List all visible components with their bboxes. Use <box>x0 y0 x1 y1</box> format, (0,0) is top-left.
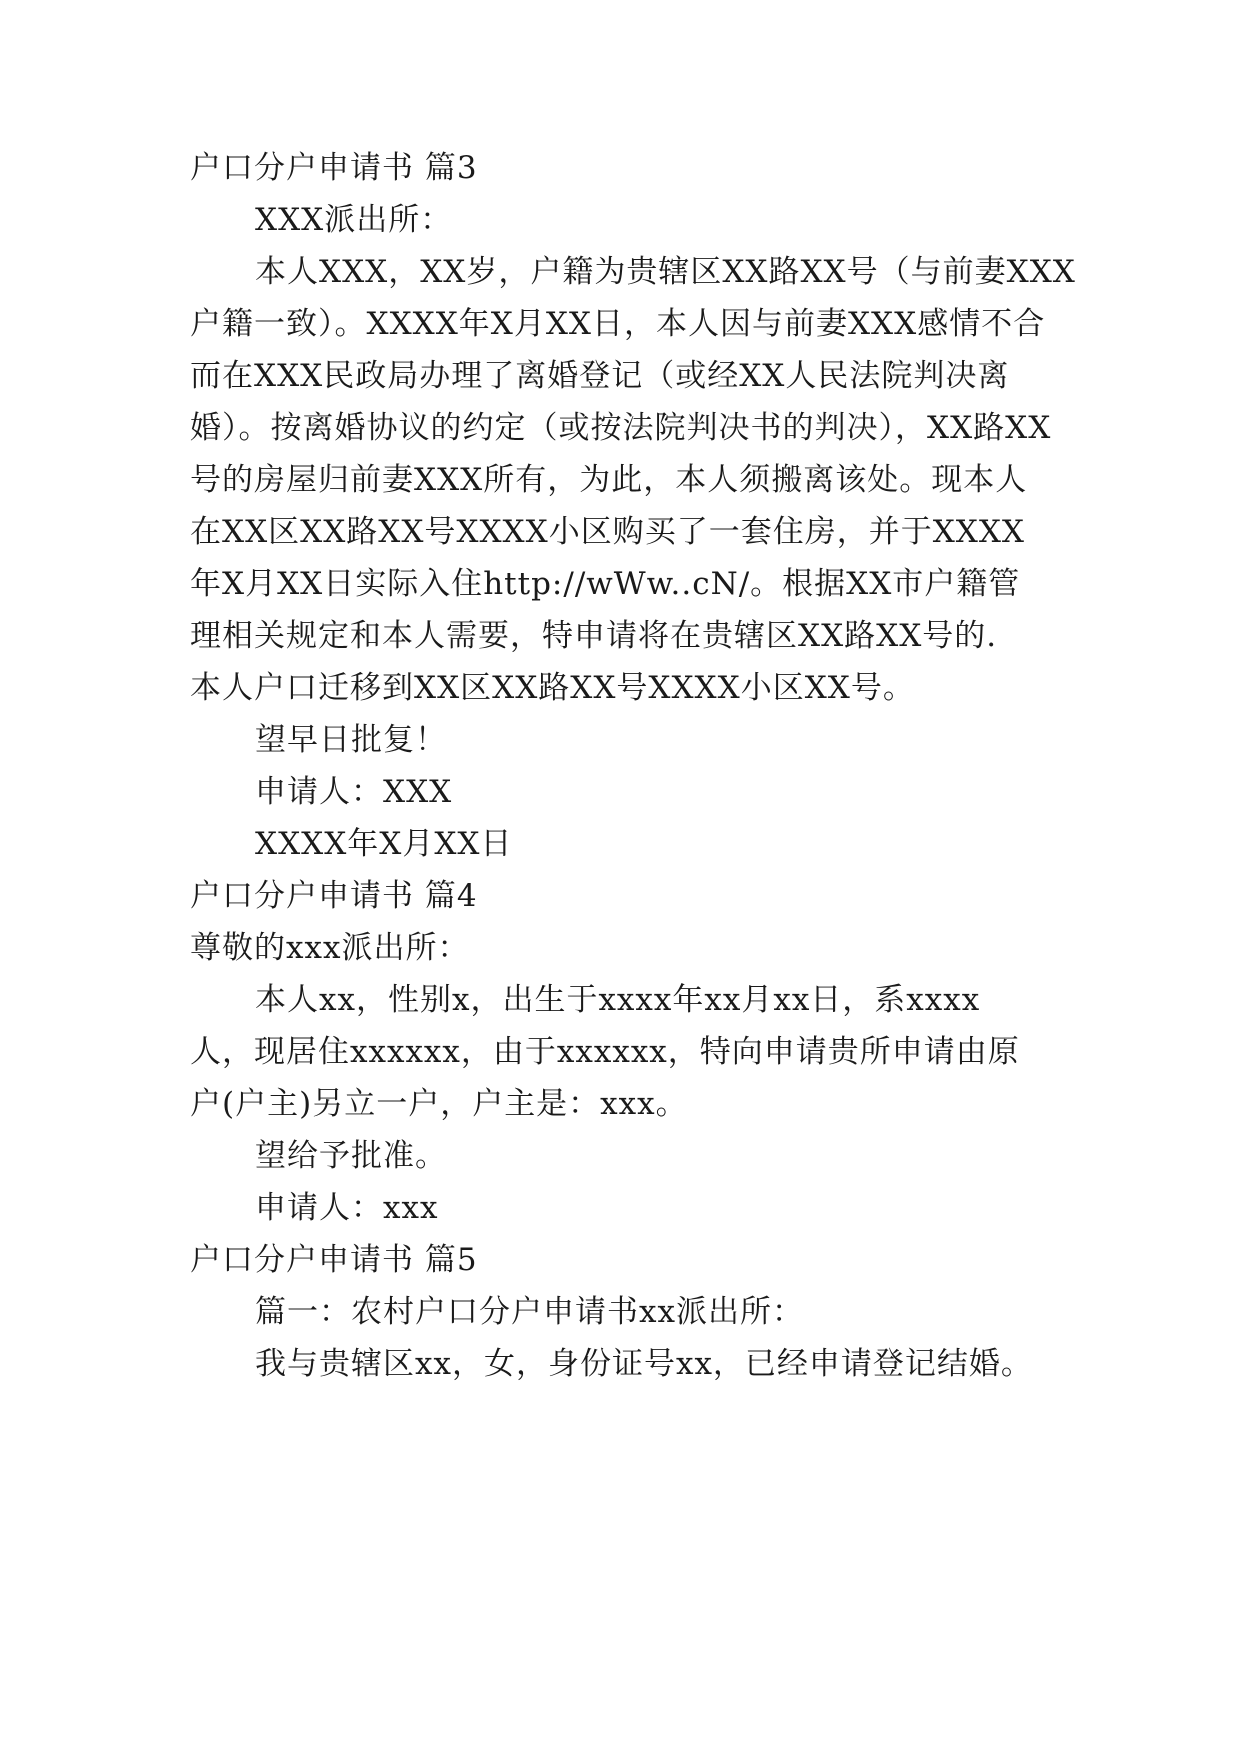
section-heading: 户口分户申请书 篇5 <box>190 1242 478 1278</box>
paragraph-line: 篇一：农村户口分户申请书xx派出所： <box>255 1294 804 1330</box>
paragraph-line: 户籍一致）。XXXX年X月XX日，本人因与前妻XXX感情不合 <box>190 306 1046 342</box>
closing-line: 望给予批准。 <box>255 1138 447 1174</box>
applicant-line: 申请人：xxx <box>255 1190 439 1226</box>
paragraph-line: 本人户口迁移到XX区XX路XX号XXXX小区XX号。 <box>190 670 915 706</box>
addressee: 尊敬的xxx派出所： <box>190 930 470 966</box>
paragraph-line: 人，现居住xxxxxx，由于xxxxxx，特向申请贵所申请由原 <box>190 1034 1020 1070</box>
date-line: XXXX年X月XX日 <box>255 826 513 862</box>
section-heading: 户口分户申请书 篇3 <box>190 150 478 186</box>
paragraph-line: 本人xx，性别x，出生于xxxx年xx月xx日，系xxxx <box>255 982 981 1018</box>
section-heading: 户口分户申请书 篇4 <box>190 878 478 914</box>
paragraph-line: 理相关规定和本人需要，特申请将在贵辖区XX路XX号的. <box>190 618 998 654</box>
paragraph-line: 户(户主)另立一户，户主是：xxx。 <box>190 1086 688 1122</box>
paragraph-line: 婚）。按离婚协议的约定（或按法院判决书的判决），XX路XX <box>190 410 1052 446</box>
closing-line: 望早日批复！ <box>255 722 447 758</box>
paragraph-line: 而在XXX民政局办理了离婚登记（或经XX人民法院判决离 <box>190 358 1010 394</box>
paragraph-line: 本人XXX，XX岁，户籍为贵辖区XX路XX号（与前妻XXX <box>255 254 1076 290</box>
paragraph-line: 在XX区XX路XX号XXXX小区购买了一套住房，并于XXXX <box>190 514 1025 550</box>
paragraph-line: 号的房屋归前妻XXX所有，为此，本人须搬离该处。现本人 <box>190 462 1028 498</box>
applicant-line: 申请人：XXX <box>255 774 453 810</box>
paragraph-line: 我与贵辖区xx，女，身份证号xx，已经申请登记结婚。 <box>255 1346 1033 1382</box>
addressee: XXX派出所： <box>255 202 453 238</box>
paragraph-line: 年X月XX日实际入住http://wWw..cN/。根据XX市户籍管 <box>190 566 1021 602</box>
